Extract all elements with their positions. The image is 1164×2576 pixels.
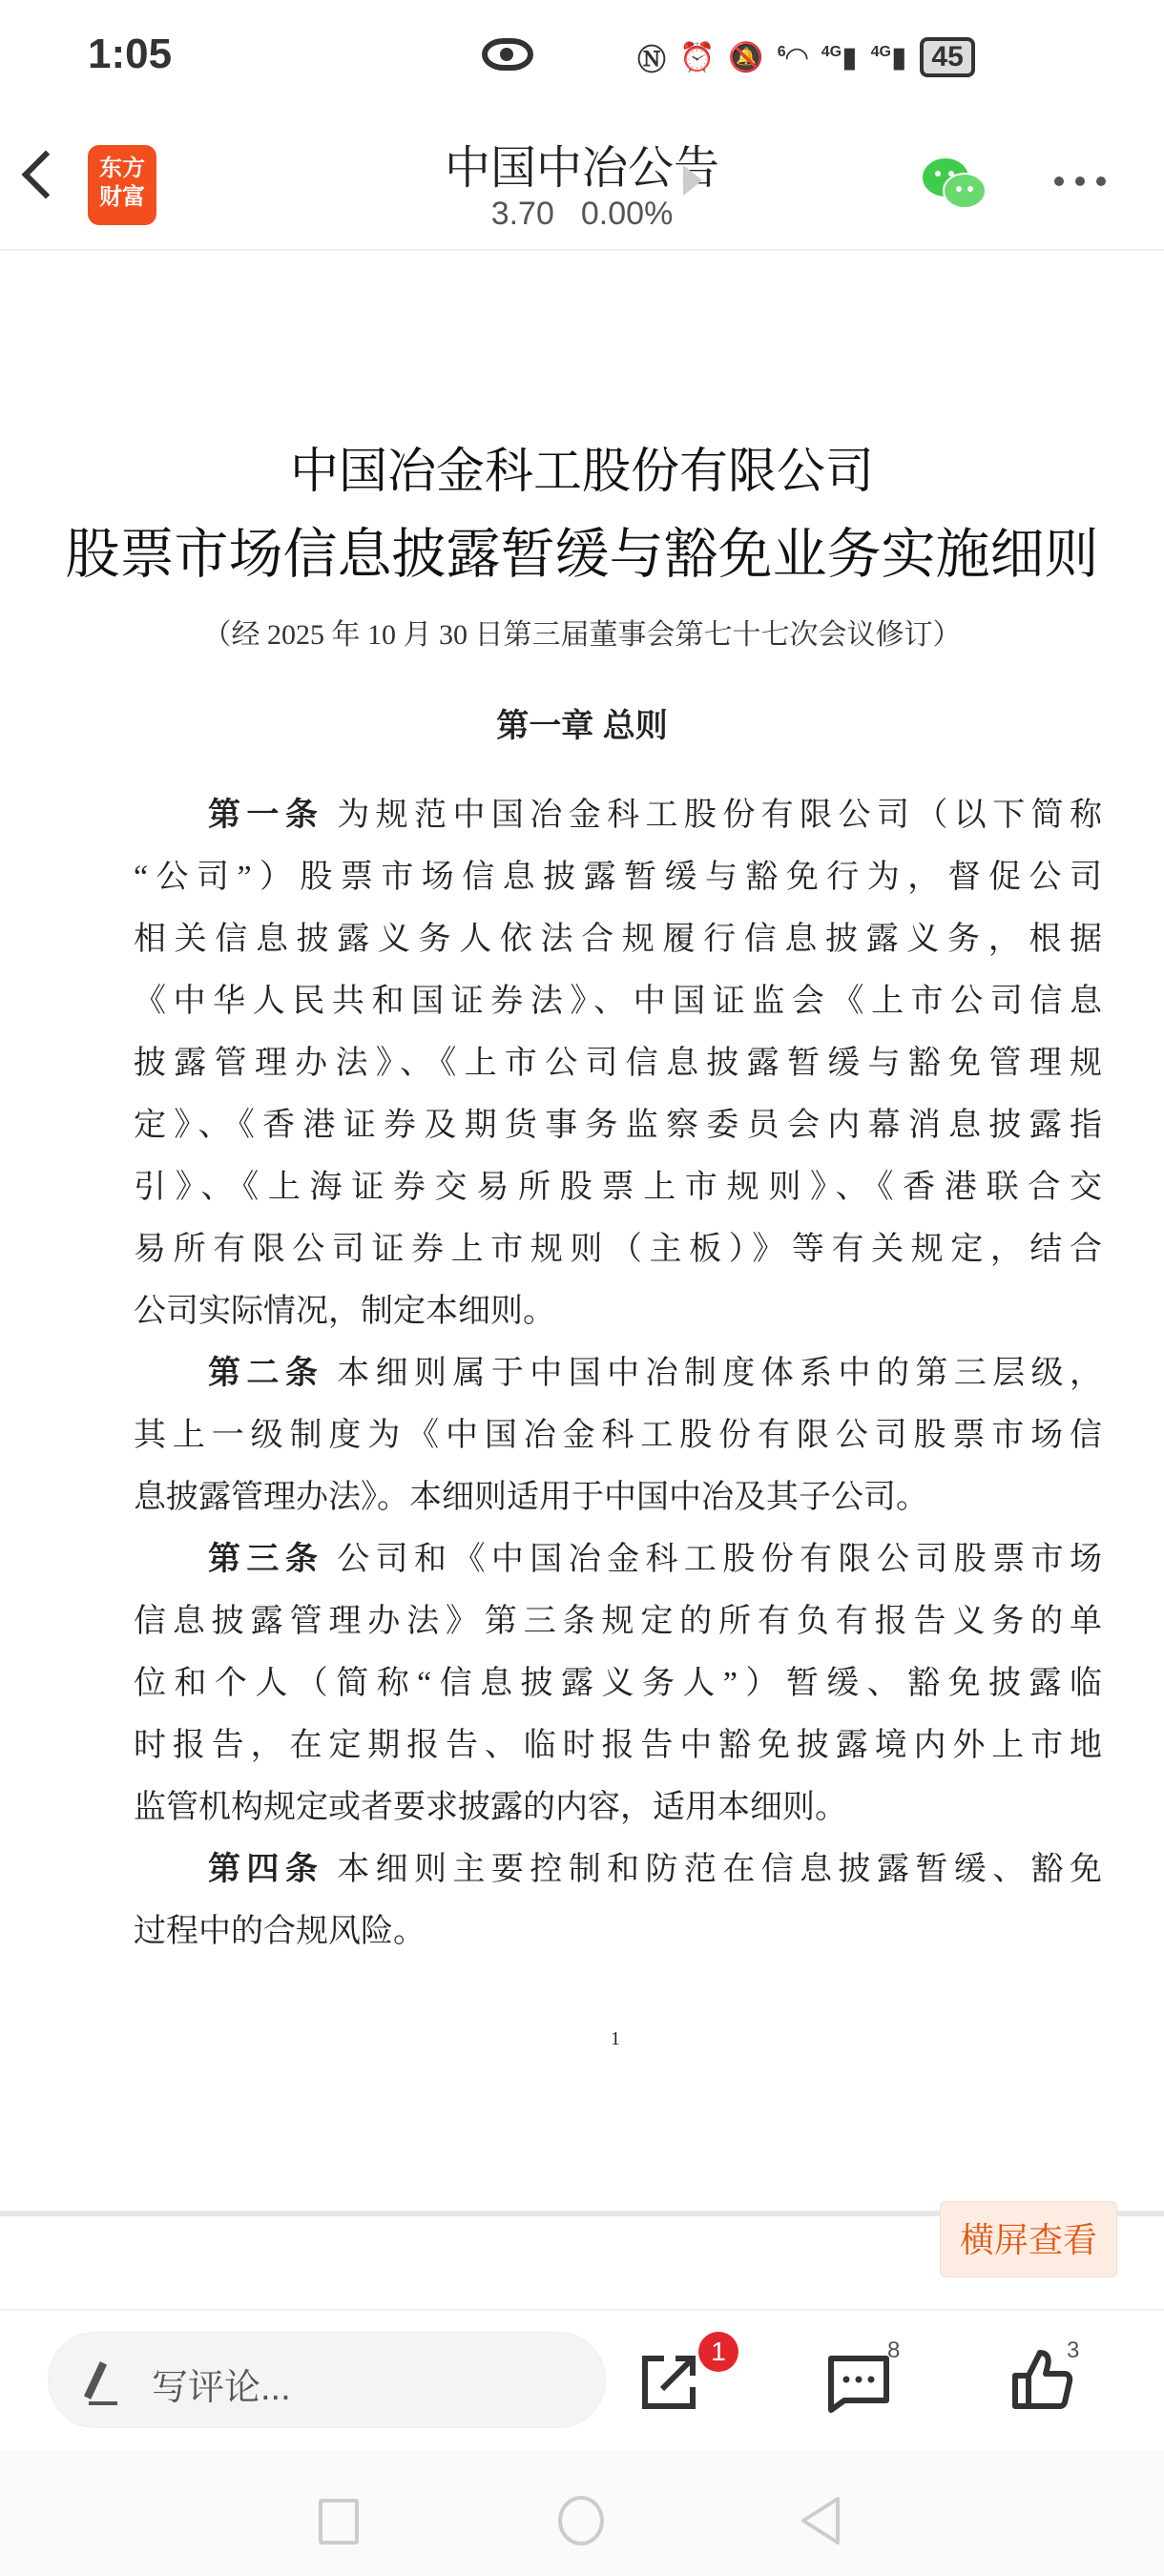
article-label: 第三条: [208, 1542, 324, 1577]
article-paragraph: [134, 1536, 1102, 1846]
article-label: 第二条: [208, 1356, 324, 1391]
chevron-right-icon[interactable]: [683, 165, 702, 196]
line-text: 位和个人（简称“信息披露义务人”）暂缓、豁免披露临: [134, 1666, 1102, 1701]
line-text: 公司实际情况，制定本细则。: [134, 1294, 555, 1329]
revision-note: （经 2025 年 10 月 30 日第三届董事会第七十七次会议修订）: [202, 619, 962, 651]
battery-icon: 45: [920, 37, 974, 77]
line-text: 过程中的合规风险。: [134, 1914, 426, 1949]
more-icon[interactable]: [1054, 177, 1106, 186]
article-label: 第四条: [208, 1852, 324, 1887]
line-text: 相关信息披露义务人依法合规履行信息披露义务，根据: [134, 922, 1102, 957]
status-bar: [0, 0, 1164, 110]
stock-quote: [0, 196, 1164, 233]
nfc-icon: Ⓝ: [637, 45, 666, 76]
document-title-line: 中国冶金科工股份有限公司: [289, 444, 874, 498]
chapter-heading: 第一章 总则: [496, 708, 668, 744]
paragraph-line: [134, 1660, 1102, 1722]
share-icon[interactable]: [637, 2347, 704, 2414]
paragraph-line: [134, 1908, 1102, 1970]
pen-icon: [84, 2361, 107, 2399]
line-text: 本细则属于中国中冶制度体系中的第三层级，: [337, 1356, 1102, 1391]
document-title-line: 股票市场信息披露暂缓与豁免业务实施细则: [65, 524, 1099, 585]
alarm-icon: ⏰: [679, 41, 716, 73]
paragraph-line: [134, 1412, 1102, 1474]
wifi-icon: $^6$◠: [777, 41, 808, 73]
line-text: 定》、《香港证券及期货事务监察委员会内幕消息披露指: [134, 1108, 1102, 1143]
paragraph-line: [134, 1474, 1102, 1536]
paragraph-line: [134, 916, 1102, 978]
comment-icon[interactable]: [825, 2347, 892, 2414]
paragraph-line: [134, 1722, 1102, 1784]
paragraph-line: [134, 1164, 1102, 1226]
paragraph-line: [134, 1536, 1102, 1598]
line-text: 公司和《中国冶金科工股份有限公司股票市场: [337, 1542, 1102, 1577]
line-text: 易所有限公司证券上市规则（主板）》等有关规定，结合: [134, 1232, 1102, 1267]
paragraph-line: [134, 1102, 1102, 1164]
line-text: 为规范中国冶金科工股份有限公司（以下简称: [337, 798, 1102, 833]
article-paragraph: [134, 1846, 1102, 1970]
mute-icon: 🔕: [728, 41, 764, 73]
system-nav-bar: [0, 2450, 1164, 2576]
header: [0, 110, 1164, 251]
home-icon[interactable]: [558, 2496, 604, 2545]
paragraph-line: [134, 1350, 1102, 1412]
wechat-share-icon[interactable]: [921, 155, 987, 212]
like-count: 3: [1067, 2337, 1080, 2363]
recent-apps-icon[interactable]: [319, 2499, 359, 2545]
paragraph-line: [134, 1846, 1102, 1908]
article-paragraph: [134, 792, 1102, 1350]
line-text: 《中华人民共和国证券法》、中国证监会《上市公司信息: [134, 984, 1102, 1019]
app-logo[interactable]: 东方 财富: [88, 145, 156, 225]
stock-price: 3.70: [490, 196, 554, 232]
page-title: 中国中冶公告: [444, 143, 719, 194]
status-time: 1:05: [88, 31, 173, 77]
line-text: 本细则主要控制和防范在信息披露暂缓、豁免: [337, 1852, 1102, 1887]
signal-icon: $^{4G}$▮: [870, 41, 907, 73]
line-text: 披露管理办法》、《上市公司信息披露暂缓与豁免管理规: [134, 1046, 1102, 1081]
line-text: 时报告，在定期报告、临时报告中豁免披露境内外上市地: [134, 1728, 1102, 1763]
line-text: 监管机构规定或者要求披露的内容，适用本细则。: [134, 1790, 847, 1825]
paragraph-line: [134, 1040, 1102, 1102]
page-number: 1: [611, 2028, 620, 2049]
stock-change: 0.00%: [580, 196, 674, 232]
comment-count: 8: [887, 2337, 901, 2363]
line-text: “公司”）股票市场信息披露暂缓与豁免行为，督促公司: [134, 860, 1102, 895]
paragraph-line: [134, 1288, 1102, 1350]
line-text: 信息披露管理办法》第三条规定的所有负有报告义务的单: [134, 1604, 1102, 1639]
paragraph-line: [134, 1226, 1102, 1288]
article-label: 第一条: [208, 798, 324, 833]
comment-input[interactable]: [48, 2332, 606, 2428]
landscape-view-button[interactable]: 横屏查看: [940, 2201, 1117, 2277]
line-text: 其上一级制度为《中国冶金科工股份有限公司股票市场信: [134, 1418, 1102, 1453]
document-body: [134, 792, 1102, 1970]
line-text: 引》、《上海证券交易所股票上市规则》、《香港联合交: [134, 1170, 1102, 1205]
article-paragraph: [134, 1350, 1102, 1536]
signal-icon: $^{4G}$▮: [821, 41, 858, 73]
line-text: 息披露管理办法》。本细则适用于中国中冶及其子公司。: [134, 1480, 928, 1515]
paragraph-line: [134, 1784, 1102, 1846]
comment-placeholder: 写评论...: [152, 2368, 291, 2408]
paragraph-line: [134, 1598, 1102, 1660]
paragraph-line: [134, 854, 1102, 916]
paragraph-line: [134, 978, 1102, 1040]
share-badge: 1: [698, 2332, 738, 2372]
eye-icon: [482, 38, 533, 71]
back-nav-icon[interactable]: [800, 2496, 842, 2545]
paragraph-line: [134, 792, 1102, 854]
divider: [0, 2309, 1164, 2311]
